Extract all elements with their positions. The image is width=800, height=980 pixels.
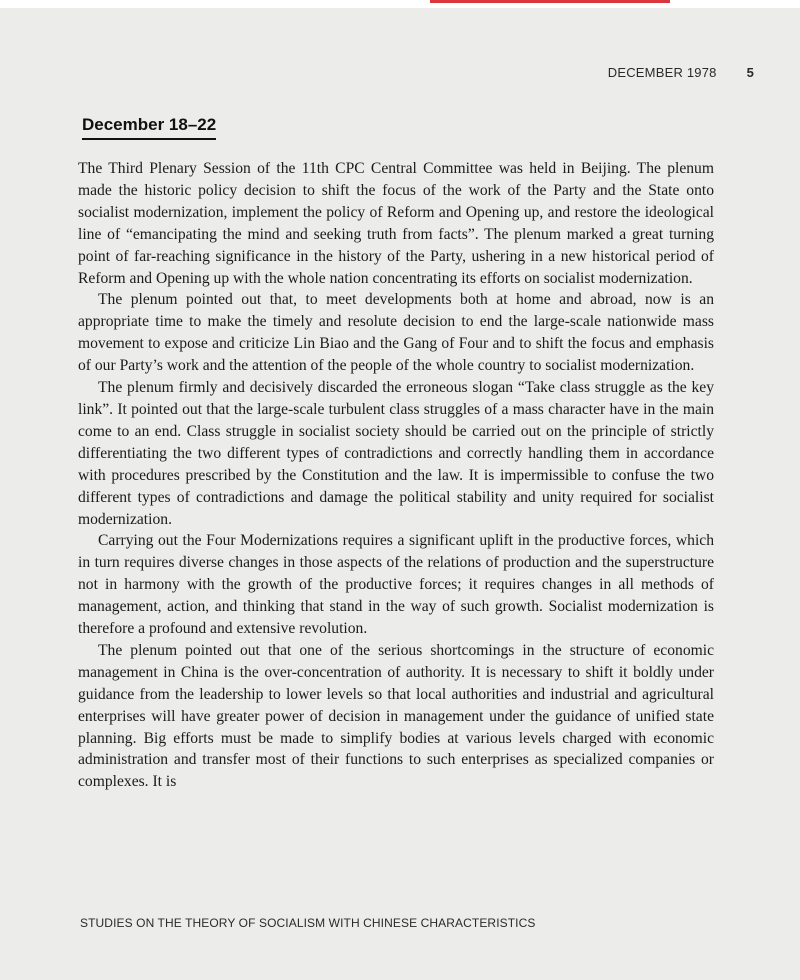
paragraph-5: The plenum pointed out that one of the serious shortcomings in the structure of economic management in China is the over-concentration of authority. It is necessary to shift it boldly under guidance from the leadership to lower levels so that local authorities and industrial and agricultural enterprises will have greater power of decision in management under the guidance of unified state planning. Big efforts must be made to simplify bodies at various levels charged with economic administration and transfer most of their functions to such enterprises as specialized companies or complexes. It is [78, 641, 714, 791]
book-page [0, 8, 800, 980]
paragraph-3: The plenum firmly and decisively discarded the erroneous slogan “Take class struggle as the key link”. It pointed out that the large-scale turbulent class struggles of a mass character have in the main come to an end. Class struggle in socialist society should be carried out on the principle of strictly differentiating the two different types of contradictions and correctly handling them in accordance with procedures prescribed by the Constitution and the law. It is impermissible to confuse the two different types of contradictions and damage the political stability and unity required for socialist modernization. [78, 379, 714, 528]
footer-book-title: STUDIES ON THE THEORY OF SOCIALISM WITH CHINESE CHARACTERISTICS [80, 916, 536, 930]
body-text [78, 158, 714, 793]
running-head [608, 65, 754, 80]
top-color-strip [430, 0, 670, 3]
page-number: 5 [746, 65, 754, 80]
running-title: DECEMBER 1978 [607, 65, 717, 80]
top-edge [0, 0, 800, 8]
section-heading: December 18–22 [82, 115, 216, 140]
paragraph-4: Carrying out the Four Modernizations requires a significant uplift in the productive forces, which in turn requires diverse changes in those aspects of the relations of production and the superstructure not in harmony with the growth of the productive forces; it requires changes in all methods of management, action, and thinking that stand in the way of such growth. Socialist modernization is therefore a profound and extensive revolution. [78, 532, 714, 638]
paragraph-2: The plenum pointed out that, to meet developments both at home and abroad, now is an appropriate time to make the timely and resolute decision to end the large-scale nationwide mass movement to expose and criticize Lin Biao and the Gang of Four and to shift the focus and emphasis of our Party’s work and the attention of the people of the whole country to socialist modernization. [78, 291, 714, 375]
paragraph-1: The Third Plenary Session of the 11th CPC Central Committee was held in Beijing. The plenum made the historic policy decision to shift the focus of the work of the Party and the State onto socialist modernization, implement the policy of Reform and Opening up, and restore the ideological line of “emancipating the mind and seeking truth from facts”. The plenum marked a great turning point of far-reaching significance in the history of the Party, ushering in a new historical period of Reform and Opening up with the whole nation concentrating its efforts on socialist modernization. [78, 160, 714, 287]
